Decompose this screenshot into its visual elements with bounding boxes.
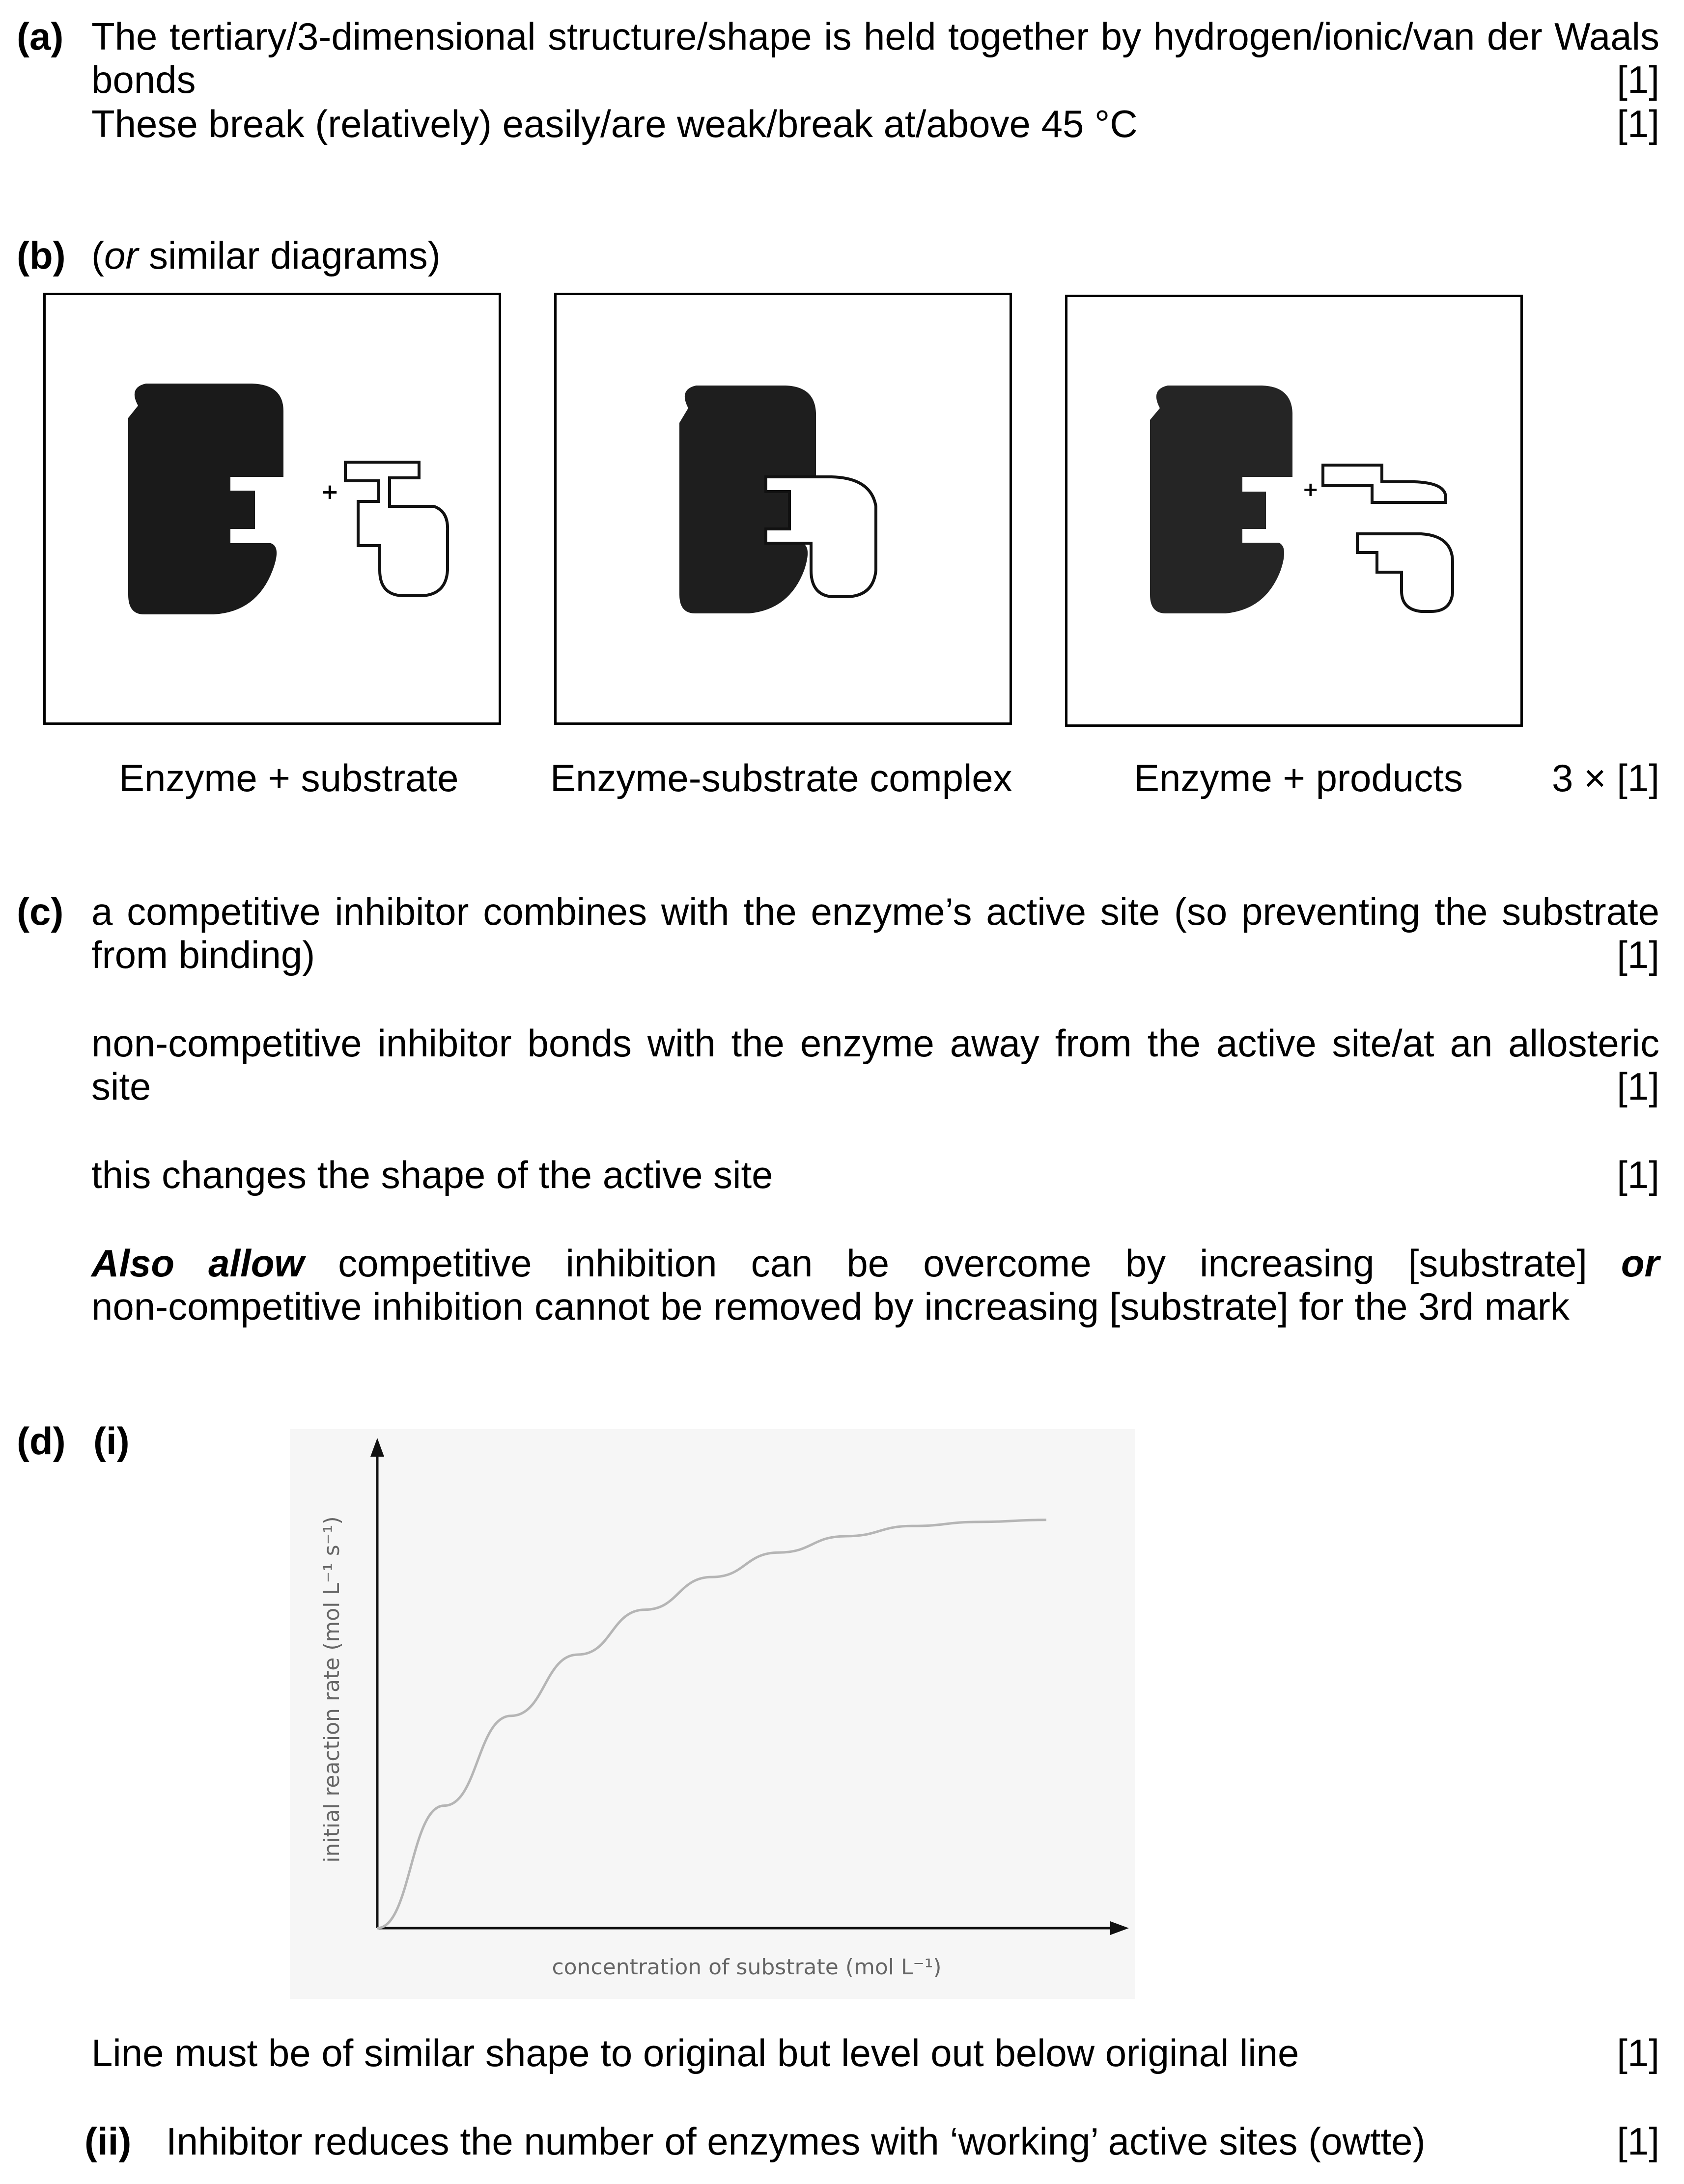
part-b-intro bbox=[91, 234, 441, 277]
diagram-enzyme-substrate-complex bbox=[554, 293, 1012, 725]
allow-word: allow bbox=[208, 1242, 305, 1285]
part-d-label: (d) bbox=[17, 1419, 66, 1463]
part-c-label: (c) bbox=[17, 890, 64, 933]
caption-enzyme-products: Enzyme + products bbox=[1134, 756, 1463, 800]
part-d-i-mark: [1] bbox=[1617, 2031, 1659, 2074]
part-c-p1-mark: [1] bbox=[1617, 933, 1659, 976]
part-b-label: (b) bbox=[17, 234, 66, 277]
caption-enzyme-substrate-complex: Enzyme-substrate complex bbox=[550, 756, 1012, 800]
part-b-intro-or: or bbox=[104, 234, 139, 277]
p4-word: increasing bbox=[1200, 1242, 1375, 1285]
part-b-intro-rest: similar diagrams) bbox=[138, 234, 441, 277]
part-c-p4-line2: non-competitive inhibition cannot be removed by increasing [substrate] for the 3rd mark bbox=[91, 1285, 1570, 1328]
products-figure bbox=[1067, 297, 1520, 724]
p4-word: can bbox=[751, 1242, 813, 1285]
enzyme-shape bbox=[1150, 386, 1292, 613]
part-a-label: (a) bbox=[17, 15, 64, 58]
part-a-mark1: [1] bbox=[1617, 58, 1659, 101]
p4-word: overcome bbox=[923, 1242, 1092, 1285]
p4-word: by bbox=[1125, 1242, 1166, 1285]
p4-word: competitive bbox=[338, 1242, 532, 1285]
part-d-ii-text: Inhibitor reduces the number of enzymes with ‘working’ active sites (owtte) bbox=[166, 2120, 1426, 2163]
part-a-line3: These break (relatively) easily/are weak/break at/above 45 °C bbox=[91, 102, 1138, 145]
part-a-line1: The tertiary/3-dimensional structure/shape is held together by hydrogen/ionic/van der Waals bbox=[91, 15, 1659, 58]
chart-background bbox=[290, 1429, 1135, 1999]
product-2-shape bbox=[1357, 534, 1453, 611]
part-a-mark2: [1] bbox=[1617, 102, 1659, 145]
p4-word: [substrate] bbox=[1408, 1242, 1587, 1285]
or-word: or bbox=[1621, 1242, 1659, 1285]
part-c-p1-line2: from binding) bbox=[91, 933, 315, 976]
also-word: Also bbox=[91, 1242, 175, 1285]
part-d-i-note: Line must be of similar shape to original but level out below original line bbox=[91, 2031, 1299, 2074]
part-c-p1-line1: a competitive inhibitor combines with the enzyme’s active site (so preventing the substrate bbox=[91, 890, 1659, 933]
diagram-enzyme-products bbox=[1065, 295, 1523, 727]
part-d-i-label: (i) bbox=[93, 1419, 130, 1463]
plus-sign: + bbox=[1302, 478, 1319, 501]
y-axis-label: initial reaction rate (mol L⁻¹ s⁻¹) bbox=[319, 1516, 344, 1863]
caption-enzyme-substrate: Enzyme + substrate bbox=[119, 756, 459, 800]
substrate-shape bbox=[345, 462, 448, 596]
enzyme-substrate-figure bbox=[46, 295, 499, 722]
part-b-mark: 3 × [1] bbox=[1552, 756, 1659, 800]
diagram-enzyme-substrate bbox=[43, 293, 501, 725]
part-c-p2-line1: non-competitive inhibitor bonds with the enzyme away from the active site/at an allosteric site bbox=[91, 1022, 1659, 1108]
p4-word: be bbox=[846, 1242, 890, 1285]
enzyme-shape bbox=[128, 384, 283, 614]
part-c-p2-mark: [1] bbox=[1617, 1065, 1659, 1108]
part-a-line2: bonds bbox=[91, 58, 196, 101]
complex-figure bbox=[557, 295, 1010, 722]
part-c-p4-line1 bbox=[91, 1242, 1659, 1285]
reaction-rate-chart bbox=[290, 1429, 1135, 1999]
product-1-shape bbox=[1323, 465, 1446, 502]
x-axis-label: concentration of substrate (mol L⁻¹) bbox=[552, 1955, 942, 1980]
plus-sign: + bbox=[321, 479, 339, 504]
part-b-intro-open: ( bbox=[91, 234, 104, 277]
part-c-p3: this changes the shape of the active site bbox=[91, 1153, 773, 1196]
part-d-ii-mark: [1] bbox=[1617, 2120, 1659, 2163]
part-c-p3-mark: [1] bbox=[1617, 1153, 1659, 1196]
part-d-ii-label: (ii) bbox=[84, 2120, 132, 2163]
p4-word: inhibition bbox=[565, 1242, 717, 1285]
